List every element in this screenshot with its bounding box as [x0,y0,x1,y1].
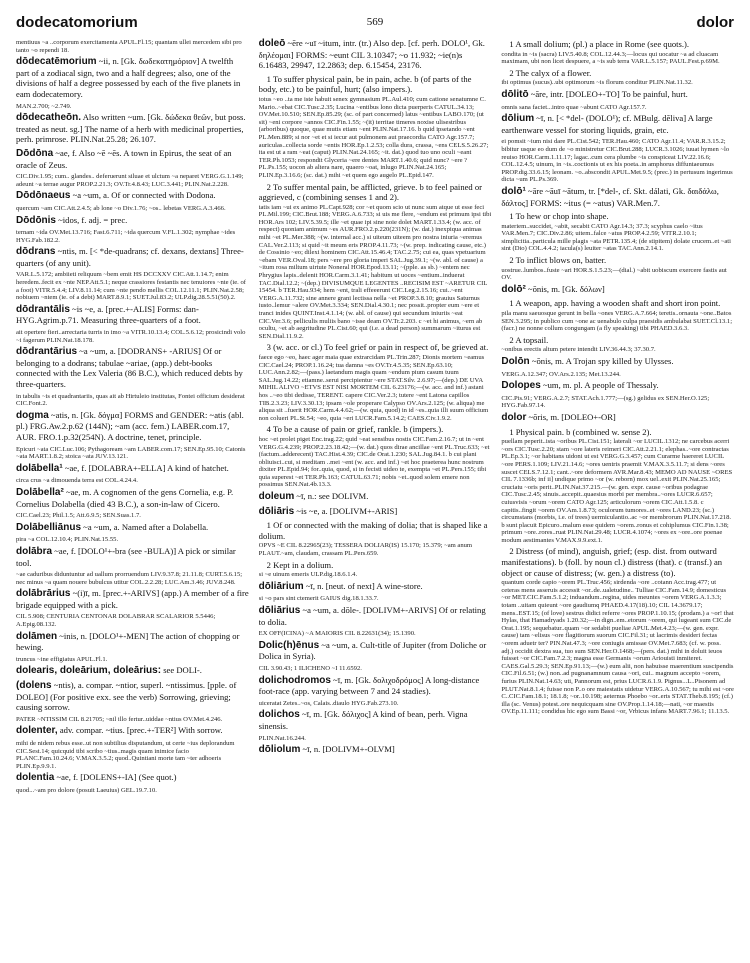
entry-citations: quercum ~am CIC.Att.2.4.5; ab lone ~o Div.1.76; ~os.. lebetas VERG.A.3.466. [16,204,226,212]
dictionary-entry [16,346,249,389]
entry-definition: ~idos, f. adj. = prec. [56,214,128,225]
entry-definition: ~āre, intr. [DOLEO+-TO] To be painful, hurt. [528,88,688,99]
entry-headword: dōdrans [16,246,56,258]
entry-citations: CIL 3.90.43; 1 ILICHENO ~I 11.6592. [258,664,362,672]
entry-citations: condita in ~is (sacra) LIV.5.40.8; COL.12.44.3;—locus qui uocatur ~a ad cluacam maximam, ubi non licet despuere, a ~is sub terra VAR.L.5.157; PAUL.Fest.p.69M. [501,50,720,66]
entry-citations: tatis iam ~ui ex animo PL.Capt.928; cor ~et quom scio ut nunc sum atque ut esse feci PL.Mil.199; CIC.Brut.188; VERG.A.6.733; si uis me flere, ~endum est primum ipsi tibi HOR.Ars 102; LIV.5.39.5; ille ~et quae ipi sine noie dolet MART.1.33.4; (w. acc. of respect) quoniam animum ~es AUR.FRO.2.p.220(231N); (w. dat.) inexpiqua animas mihi ~et PL.Mer.388; ~(w. internal acc.) si uiteum uiteem pro nostra iniuria ~eremus CAL.Ver.2.113; si quid ~it meum eris PROP.4.11.73; ~(w. prep. indicating cause, etc.) de Cossinio ~eo; dilexi hominem CIC.Att.15.46.4; TAC.2.75; cui ea, quas vpetuarium ~ebam VER.Oval.18; pers ~ere pro gloria imperi SAL.Jug.39.1; ~(w. abl. of cause) a ~itum rosa miltum uirtute Noneral HOR.Epod.13.11; ~(pple. as sb.) ~entem nec Phrygius lapis..delenit HOR.Carm.3.1.41; habitum ut uoces ~entium..induerat TAC.Dial.12.2; ~(dep.) DIVISUMQUE LEGENTES ..RECISIM EST ~ARETUR CIL 15454. b TER.Hau.934; hem ~ent, trali effeeerunt CIC.Leg.2.15.16; cui..~ent VERG.A.11.732; sine annere grani lectissa nella ~et PROP.3.8.10; grauius Saturnus iusto..lemur ~alere OV.Met.3.334; SEN.Dial.4.30.1; nec possit..propter eum ~ere et tranci inides QUINT.Inst.4.1.14; (w. abl. of cause) qui secundum iniuriis ~eat CIC.Ver.3.6; pelliculis muliis bano ~isse deam OV.Tr.2.203. c ~et hi animus, ~ern ab ocultu, ~et ab aegritudine PL.Cist.60; qui (i.e. a dead person) summarum ~iturus est SEN.Dial.11.9.2. [258,203,492,340]
dictionary-entry [259,675,492,697]
entry-citations: truncus ~ine effigiatus APUL.Fl.1. [16,655,108,663]
entry-headword: dōdrantārius [16,346,78,358]
dictionary-entry [501,89,734,101]
entry-headword: Dōdōna [16,147,54,159]
entry-definition: ~ōris, m. [DOLEO+-OR] [526,411,616,422]
dictionary-entry [259,38,492,71]
entry-citations: ~onibus erectis altum petere intendit LIV.36.44.3; 37.30.7. [501,346,656,354]
entry-citations: VAR.L.5.172; ambiieti reliquum ~bem emit HS DCCXXV CIC.Att.1.14.7; enim heredem..fecit ex ~nte NEP.Att.5.1; neque crassiores festantis nec tenuiores ~nte (ie. of a foot) VITR.5.4.4; LIV.8.11.14; cum ~nte pendo mellis COL.12.11.1; PLIN.Nat.2.58; nobiuem ~ntem (ie. of a debt) MART.8.9.1; SUET.Jul.83.2; ULP.dig.28.5.51(50).2. [16,271,246,302]
entry-headword: (dolens [16,680,52,692]
entry-definition: ~ī, m. [Gk. δολιχοδρόμος] A long-distance foot-race (app. varying between 7 and 24 stadies). [258,674,480,697]
entry-sense: 1 A small dolium; (pl.) a place in Rome (see quots.). [509,39,690,49]
entry-definition: ~ntis), a. compar. ~ntior, superl. ~ntissimus. [pple. of DOLEO] (For positive exx. see the verb) Sorrowing, grieving; causing sorrow. [16,680,237,713]
entry-definition: see DOLI-. [161,665,202,676]
entry-citations: CIC.Pis.91; VERG.A.2.7; STAT.Ach.1.777;—(sg.) gelidus ex SEN.Her.O.125; HYG.Fab.97.14. [501,394,710,410]
dictionary-entry [16,522,249,534]
entry-definition: ~ēre ~uī ~itum, intr. (tr.) Also dep. [cf. perh. DOLO¹, Gk. δηλέομαι] FORMS: ~eunt CIL 3.10347; ~o 11.932; ~ie(n)s 6.16483, 29947, 12.2863; dep. 6.15454, 23176. [258,38,485,71]
entry-definition: ~ae, m. A cognomen of the gens Cornelia, e.g. P. Cornelius Dolabella (died 43 B.C.), a son-in-law of Cicero. [16,486,234,509]
entry-definition: ~ī, n.: see DOLIVM. [294,491,369,502]
dictionary-entry [16,665,249,677]
entry-headword: dolō² [501,283,526,295]
entry-sense: 1 Physical pain. b (combined w. sense 2). [509,426,652,437]
entry-headword: dolābella¹ [16,462,63,474]
dictionary-entry [16,487,249,509]
dictionary-entry [501,186,734,208]
entry-headword: dōlitō [501,88,529,100]
entry-citations: si ~e uinum emeris ULP.dig.18.6.1.4. [258,571,358,579]
dictionary-entry [16,246,249,268]
entry-definition: ~a ~um, a. [DODRANS+ -ARIUS] Of or belonging to a dodrans; tabulae ~ariae, (app.) debt-books connected with the Lex Valeria (86 B.C.), which reduced debts by three-quarters. [16,346,243,389]
entry-headword: doleum [258,491,295,503]
entry-headword: dolābrārius [16,588,71,600]
dictionary-entry [16,725,249,737]
entry-headword: dolenter, [16,725,58,737]
dictionary-entry [259,491,492,503]
entry-citations: totus ~eo ..ta me iste habuit senex gymnasium PL.Aul.410; cum catione senatumne C. Mario..~ebat CIC.Tusc.2.35; Lucina ~entibus lono dicta puerperis CATUL.34.13; OV.Met.10.510; SEN.Ep.85.29; (sc. of part concerned) latus ~entibus LABO.170; (ut sit) ~eni corpore ~annos CIC.Fin.1.55; ~(it) territae timeres noxise ulisestribus (arboribus) quoque, quae mutis etiam ~ent PLIN.Nat.17.16. b quid ipsetando ~ent PL.Men.889; si nor ~et et si iecur aut pulmonem aut praecordia CATO Agr.157.7; auriculas..collecta sorde ~entis HOR.Ep.1.2.53; colla dura, crassa, ~ens CELS.5.26.27; ita est ut a ram ~eat (caput) PLIN.Nat.24.165; ~it. dat.) quod tuo uno oculi ~eant TER.Ph.1053; respondit Glyceria ~ere dentes MART.1.40.6; quid nunc? ~ere ? PL.Ps.155; uocon ab altera nare, quaero ~oat, inlugo PLIN.Nat.24.165; PLIN.Ep.3.16.6; (sc. dat.) mihi ~et quem ego augelo PL.Epid.147. [258,95,489,179]
entry-sense: 2 A topsail. [509,334,549,345]
entry-citations: omnis sana faciet...intro quae ~abunt CATO Agr.157.7. [501,103,647,111]
entry-headword: dōlium [501,113,535,125]
entry-definition: ~ae, f. Also ~ē ~ēs. A town in Epirus, the seat of an oracle of Zeus. [16,147,232,170]
entry-headword: dōliolum [258,744,301,756]
dictionary-entry [501,356,734,368]
entry-definition: ~atis, n. [Gk. δόγμα] FORMS and GENDER: ~atis (abl. pl.) FRG.Aw.2.p.62 (144N); ~am (acc. fem.) LABER.com.17, AUR. FRO.1.p.32(254N). A doctrine, tenet, principle. [16,409,244,442]
entry-definition: ~ae, f. [DOLENS+-IA] (See quot.) [54,772,177,783]
entry-citations: ibi optimus (sucus)..ubi optimorum ~is florum conditur PLIN.Nat.11.32. [501,79,693,87]
entry-citations: PLIN.Nat.16.244. [258,734,306,742]
entry-citations: quod...~am pro dolore (posuit Laeuius) GEL.19.7.10. [16,786,157,794]
entry-citations: EX OFF(ICINA) ~A MAIORIS CIL 8.22631(34); 15.1390. [258,630,416,638]
entry-citations: VERG.A.12.347; OV.Ars.2.135; Met.13.244. [501,370,621,378]
dictionary-entry [16,463,249,475]
column-1 [16,38,249,955]
entry-definition: ~is ~e, a. [DOLIVM+-ARIS] [294,505,398,516]
entry-headword: Dolopes [501,380,541,392]
entry-sense: 1 Of or connected with the making of dolia; that is shaped like a dolium. [258,520,488,541]
entry-headword: Dōdōnaeus [16,190,71,202]
dictionary-entry [259,640,492,662]
entry-definition: Also written ~um. [Gk. δώδεκα θεῶν, but poss. treated as neut. sg.] The name of a herb with medicinal properties, perh. primrose. PLIN.Nat.25.28; 26.107. [16,112,246,145]
entry-sense: 1 To hew or chop into shape. [509,211,609,222]
entry-definition: ~ntis, m. [< *de-quadrans; cf. dexans, dextans] Three-quarters (of any unit). [16,246,244,268]
dictionary-entry [16,190,249,202]
entry-headword: Dōdōnis [16,214,56,226]
entry-definition: ~ī, m. [Gk. δόλιχος] A kind of bean, perh. Vigna sinensis. [258,709,468,731]
entry-headword: dolābra [16,545,53,557]
entry-citations: pila manu saeuosque gerunt in bella ~ones VERG.A.7.664; teretis..ornauta ~one..Batos SEN.3.295; in publico cum ~one ac uenabulo culpa praesidis ambulabat SUET.Cl.13.1; (facr.) ne nonne collum congungam (a fly speaking) tibi PHAED.3.6.3. [501,310,733,333]
entry-citations: ei pomsit ~ium nisi dare PL.Cist.542; TER.Hau.460; CATO Agr.11.4; VAR.R.3.15.2; bibitur usque eo dum de ~o ministretur CIC.Brut.288; LUCR.3.1026; iuuat hymen ~lo reuiso HOR.Carm.1.11.17; lagac..cum cera plumbe ~is conspiceat LIV.22.16.6; COL.12.4.5; uinum, in ~is..coctionis ut ex his poeta..in amphorus diffuntaeumus PROP.dig.33.6.15; leonam. ~o..abscondit APUL.Met.9.5; (prec.) in pertusum ingerimus dicta ~um PL.Ps.369. [501,138,733,184]
entry-sense: 1 A weapon, app. having a wooden shaft and short iron point. [509,298,721,309]
dictionary-entry [16,588,249,610]
dictionary-entry [16,148,249,170]
entry-sense: 2 Distress (of mind), anguish, grief; (esp. dist. from outward manifestations). b (foll. by noun cl.) distress (that). c (transf.) an object or cause of distress; (w. gen.) a distress (to). [501,546,723,578]
entry-definition: ~ae, f. [DOLO¹+-bra (see -BULA)] A pick or similar tool. [16,545,236,568]
dictionary-entry [16,304,249,326]
entry-definition: ~ii, n. [Gk. δωδεκατημόριον] A twelfth part of a zodiacal sign, two and a half degrees; also, one of the divisions of half a degree possessed by each of the five planets in eam dodecatemory. [16,56,241,99]
entry-citations: quantum corde capio ~orem PL.Truc.456; sirdenda ~ore ..cotann Acc.trag.477; ut ceteras mens asseruis accessit ~or..de..ualetudine.. Tulliae CIC.Fam.14.9; domesticus ~or MET.CIC.Fam.5.1.2; induandum..regina, uides meuntes ~orem VERG.A.1.3.3; totam ..uitam quieunt ~ore gaudiumq PHAED.4.17(18).10; CIL 14.3679.17; mens..EST.15; (of love) sestrus didici referre ~ores PROP.1.10.15; (prodam.) a ~or! that Hylas, that Hamadryads 1.20.32;—in dign..em..etorum ~orem, qui lugeant sum CIC.de Orat.1.195; sequebatur..quam ~or sedabit pueliae APUL.Met.4.23;—(w. gen. expr. cause) tam ~elisus ~ore flagitiorum suorum CIC.Fil.31; ut lacrimis desideri fectas ~orem aduetr ter? PIN.Nat.47.3; ~ore coniugis amissae OV.Met.7.683; (cf. w. poss. adj.) occidit dextra sua, tuo sum SEN.Her.O.1468;—(pers. dat.) mihi in doluit ieuos fuisset ~or CIC.Fam.7.2.3; magna esse Germanis ~orum Ariouisti inmiteret. CAES.Gal.5.29.3; SEN.Ep.91.13;—(w.) eum alii, non habuisse maerentium suscipendis CIC.Fil.6.51; (w.) non..ad pugnanamnum causa ~ori, cui.. magnum accepto ~orem, furius PLIN.Nat.14.63; uti, Pannorum est, prius LUCR.6.1.9. Pignus...L..Pisonem ad PLUT.Nat.8.1.4; fuisse non P..o ore maiestatis uidetur VERG.A.10.567; tu mihi est ~ore C..CIC.Fam.18.1; 18.1.8; ~or..10.198; aeternus Phoebo ~or..erts STAT.Theb.8.195; (cf.) illa (sc. Venus) potest..ore nequicquam sine OV.Prop.1.14.18;—nati, ~or maestis OV.Ep.11.111; condidus hic ego sum Bassi ~or, Vrbicus infans MART.7.96.1; 11.13.5. [501,579,734,716]
entry-sense: 2 The calyx of a flower. [509,67,592,78]
entry-sense: 2 To suffer mental pain, be afflicted, grieve. b to feel pained or aggrieved, c (combining senses 1 and 2). [258,181,483,203]
entry-sense: 3 (w. acc. or cl.) To feel grief or pain in respect of, be grieved at. [266,342,489,353]
entry-headword: dolāmen [16,630,58,642]
text-columns [16,38,734,955]
entry-definition: ~ōnis, m. A Trojan spy killed by Ulysses. [529,356,674,366]
dictionary-entry [501,284,734,296]
entry-citations: ternam ~ida OV.Met.13.716; Fast.6.711; ~ida quercum V.FL.1.302; nymphae ~ides HYG.Fab.182.2. [16,229,236,244]
entry-citations: puellam peperit..ista ~oribus PL.Cist.151; laterali ~or LUCIL.1312; ne carcebus acerri ~ors CIC.Tusc.2.20; stam ~ore lateris reimeri CIC.Att.2.21.1; elephas..~ore contractas PL.Ep.3.1; ~or habitans uidoni ut est VERG.G.3.457; cum Curarme haereret LUCIL ~ore PERS.1.109; LIV.21.14.6; ~ores uentris praemit V.MAX.3.5.11.7; si dens ~ores suscet CELS.7.12.1; cant..~ore deformem AVR.Mar.8.43; MEMO AD NAUSE ~ORES CIL 7.1336b; inf ii] undique primo ~or (w. reborn) mox uel..exit PLIN.Nat.25.165; cruciatu ~oris perit..PLIN.Nat.37.215.—(w. gen. expr. cause ~oribus podagrae CIC.Tusc.2.45; sinuis..accepit..quaesius morbi per membra..~ores LUCR.6.657; cuiusvisis ~orum ~orem CATO Agr.125; articulorum ~orem CIC.Att.1.5.8. c capitis..fingit ~orem OV.Am.1.8.73; oculorum tumores..et ~ores LAND.23; (sc.) circumstans (morbis, i.e. of trees) uermiculantio..ac ~or membrorum PLIN.Nat.17.218. b sunt placuit Epicuro..malum esse quidem ~orem..ronus et cohiplumus CIC.Fin.1.38; primum ~ore..rores..ruat PLIN.Nat.29.48; LUCR.4.1074; ~ores ex ~ore..ore poenae modum aestimantes V.MAX.9.9.ext.1. [501,438,733,544]
column-3 [501,38,734,955]
dictionary-entry [501,380,734,392]
entry-headword: dolearis, doleārium, doleārius: [16,665,162,677]
entry-sense: 1 To suffer physical pain, be in pain, ache. b (of parts of the body, etc.) to be painful, hurt; (also impers.). [258,73,472,95]
entry-headword: dolō¹ [501,185,526,197]
entry-headword: Dolābella² [16,486,64,498]
entry-citations: uostrue..lumbos..fuste ~ari HOR.S.1.5.23;—(dial.) ~abit uobiscum exercere fastis aut OV. [501,266,727,282]
dictionary-entry [501,113,734,135]
entry-headword: dogma [16,409,49,421]
entry-headword: dolor [501,411,527,423]
entry-definition: ~a ~um, a. dōle-. [DOLIVM+-ARIVS] Of or relating to dolia. [258,605,486,627]
dictionary-entry [259,605,492,627]
entry-citations: materiem..succidet, ~abit, secabit CATO Agr.14.3; 37.3; scyphus caelo ~itus VAR.Men.7; CIC.Div.2.86; uitem..falce ~atus PROP.4.2.59; VITR.2.10.1; simplicitia..particula mille plagis ~ata PETR.135.4; (de stipitem) dolate crucem..et ~ati sint (Dio) COL.4.4.2; iacula(s) leuiter ~atas TAC.Ann.2.14.1. [501,222,731,253]
entry-citations: mihi de nidem rebus esse..ut non subtilius disputandum, ut certe ~ius deplorandum CIC.Sest.14; quicquid tibi scribo ~tius..magis quam inimice facio PLANC.Fam.10.24.6; V.MAX.3.5.2; quod..Quintiani morte tam ~ter adhoeris PLIN.Ep.9.9.1. [16,740,235,770]
entry-definition: ~ī, n. [neut. of next] A wine-store. [303,580,423,591]
dictionary-entry [259,506,492,518]
column-2 [259,38,492,955]
dictionary-entry [16,680,249,713]
entry-definition: ~āre ~āuī ~ātum, tr. [*del-, cf. Skt. dálati, Gk. δαιδάλω, δάλτος] FORMS: ~itus (= ~atus) VAR.Men.7. [501,185,719,208]
entry-citations: circa crus ~a dimouenda terra est COL.4.24.4. [16,477,138,485]
entry-definition: ~a ~um, a. Of or connected with Dodona. [70,190,216,201]
entry-definition: adv. compar. ~tius. [prec.+-TER²] With sorrow. [57,725,223,736]
entry-headword: Dolic(h)ēnus [258,639,320,651]
dictionary-entry [16,546,249,568]
entry-citations: in tabulis ~is et quadrantariis, quas ait ab Hirtuleio institutas, Fontei officium desiderat CIC.Font.2. [16,392,245,408]
entry-definition: ~(i)ī, m. [prec.+-ARIVS] (app.) A member of a fire brigade equipped with a pick. [16,588,249,610]
entry-citations: MAN.2.700; ~2.749. [16,102,72,110]
entry-headword: dōdecatheōn. [16,112,82,124]
entry-headword: Dolōn [501,356,530,367]
dictionary-entry [16,112,249,145]
entry-citations: CIL 5.908; CENTURIA CENTONAR DOLABRAR SCALARIOR 5.5446; A.Epig.08.132. [16,613,216,629]
entry-citations: PATER ~NTISSIM CIL 8.21705; ~nil illo fertur..uiddae ~ntius OV.Met.4.246. [16,715,223,723]
entry-citations: CIC.Div.1.95; cum.. glandes.. deferuerunt siluae et ulctum ~a neparet VERG.G.1.149; adeunt ~a terrae augur PROP.2.21.3; OV.Tr.4.8.43; LUC.3.441; PLIN.Nat.2.228. [16,173,244,188]
entry-headword: dōliārium [258,580,304,592]
entry-citations: CIC.Cael.23; Phil.1.5; Att.6.9.5; SEN.Suas.1.7. [16,512,141,520]
entry-headword: dolentia [16,772,55,784]
dictionary-entry [16,410,249,443]
dictionary-entry [16,56,249,99]
dictionary-entry [259,709,492,731]
entry-sense: 2 Kept in a dolium. [266,559,334,570]
dictionary-entry [501,412,734,424]
entry-definition: ~ī, n. [DOLIVM+-OLVM] [300,744,395,755]
entry-headword: dolichos [258,709,300,721]
entry-sense: 2 To inflict blows on, batter. [509,255,607,266]
entry-headword: Dolābelliānus [16,521,82,533]
entry-headword: dōdrantālis [16,303,70,315]
entry-citations: ait opertere fieri..arrectaria turris in imo ~a VITR.10.13.4; COL.5.6.12; prosicindi volo ~i fagerum PLIN.Nat.18.178. [16,329,246,344]
entry-citations: uiceratat Zetes..~os, Calais..diaulo HYG.Fab.273.10. [258,699,399,707]
entry-citations: mentiuus ~a ..corporum exercitamenta APUL.Fl.15; quantam ullei mercedem sibi pro tanto ~o rependi 18. [16,39,242,54]
entry-citations: pira ~a COL.12.10.4; PLIN.Nat.15.55. [16,536,119,544]
dictionary-entry [259,744,492,756]
page-header [16,14,734,40]
entry-definition: ~ae, f. [DOLABRA+-ELLA] A kind of hatchet. [62,462,229,473]
entry-citations: Epicuri ~ata CIC.Luc.106; Pythagoream ~am LABER.com.17; SEN.Ep.95.10; Catonis ~ata MART.1.8.2; stoica ~ata JUV.13.121. [16,445,246,461]
entry-headword: dōliāris [258,505,295,517]
dictionary-entry [16,772,249,784]
entry-headword: dolichodromos [258,674,331,686]
entry-headword: doleō [258,38,286,49]
dictionary-entry [259,581,492,593]
entry-definition: ~a ~um, a. Named after a Dolabella. [81,521,209,532]
entry-citations: si ~o pars sint ctemerit GAIUS dig.18.1.33.7. [258,595,379,603]
entry-definition: ~um, m. pl. A people of Thessaly. [540,380,659,391]
entry-definition: ~ī, n. [< *del- (DOLO¹); cf. MBulg. dĕliva] A large earthenware vessel for storing liquids, grain, etc. [501,113,713,135]
entry-citations: faece ego ~eo, haec ager maia quae extrarcidam PL.Trin.287; Dionis mortem ~eamus CIC.Cael.24; PROP.1.16.24; tua damna ~es OV.Tr.4.5.35; SEN.Ep.63.10; LUC.Ann.2.82;—(pass.) laetandum magis quam ~endum pium casum tuum SAL.Jug.14.22; etiamne..serui percipientur ~ere STAT.Silv. 2.6.97;—(dep.) DE UVA MIHIL ALIVO ~ETVS EST NISI MORTEM CIL 6.23176;—(w. acc. and inf.) astani hos ..~eo tibi dedisse, TERENT. capere CIC.Ver.2.3; tutere ~ent Latona capillos TIB.2.3.23; LIV.3.30.13; ipsam ~ole properare Calypso OV.Ars.2.125; (w. aliqua) me aliqua sit ..fuerit HOR.Carm.4.4.62;—(w. quia, quod) in id ~es..quia illi suum officium non colueri PL.St.54; ~eo, quia ~eri LUCR.Fam.5.14.2; CAES.Civ.1.9.2. [258,353,489,422]
entry-definition: ~inis, n. [DOLO¹+-MEN] The action of chopping or hewing. [16,630,240,653]
page-number: 569 [366,16,384,28]
entry-definition: ~is ~e, a. [prec.+-ALIS] Forms: dan- HYG.Agrim.p.71. Measuring three-quarters of a foot. [16,303,201,326]
dictionary-entry [16,631,249,653]
right-guide-word: dolor [696,14,734,31]
entry-definition: ~a ~um, a. Cult-title of Jupiter (from Doliche or Dolica in Syria). [258,639,487,662]
entry-citations: OPVS ~E CIL 8.22965(23); TESSERA DOLIAR(IS) 15.170; 15.379; ~am anum PLAUT.~am, claudam, crassam PL.Pers.659. [258,542,473,558]
entry-headword: dōdecatēmorium [16,56,97,68]
left-guide-word: dodecatomorium [16,14,138,31]
entry-sense: 4 To be a cause of pain or grief, rankle. b (impers.). [266,424,444,435]
entry-citations: hoc ~et prolet piget Enc.trag.22; quid ~eat sensibus nostis CIC.Fam.2.16.7; ut in ~ent VERG.G.4.239; PROP.2.23.18.42;—(w. dat.) quos dirae ancillae ~ent PL.Truc.633; ~et (factum..adderecent) TAC.Hist.4.39; CIC.de Orat.1.230; SAL.Jug.84.1. b cui plani obliuisci..cui, si meditam ..mei ~ent (w. acc. and inf.) ~et hoc praeterea hunc nostrum dixiter PL.Epid.94; for..quia, quod, si in fecisti uideo te, exempta ~et PL.Pers.155; tibi quia superest ~et TER.Ph.163; CATUL.63.71; nobis ~et..quod solem emere non possimus SEN.Nat.4b.13.3. [258,435,490,489]
entry-definition: ~ōnis, m. [Gk. δόλων] [525,283,605,294]
entry-citations: ~ae caduribus diduntuntur ad uallum prorruendum LIV.9.37.8; 21.11.8; CURT.5.6.15; nec minus ~a quam nouere bubulcus utitur COL.2.2.28; LUC.Am.3.46; JUV.8.248. [16,571,243,586]
dictionary-entry [16,215,249,227]
entry-headword: dōliārius [258,605,301,616]
